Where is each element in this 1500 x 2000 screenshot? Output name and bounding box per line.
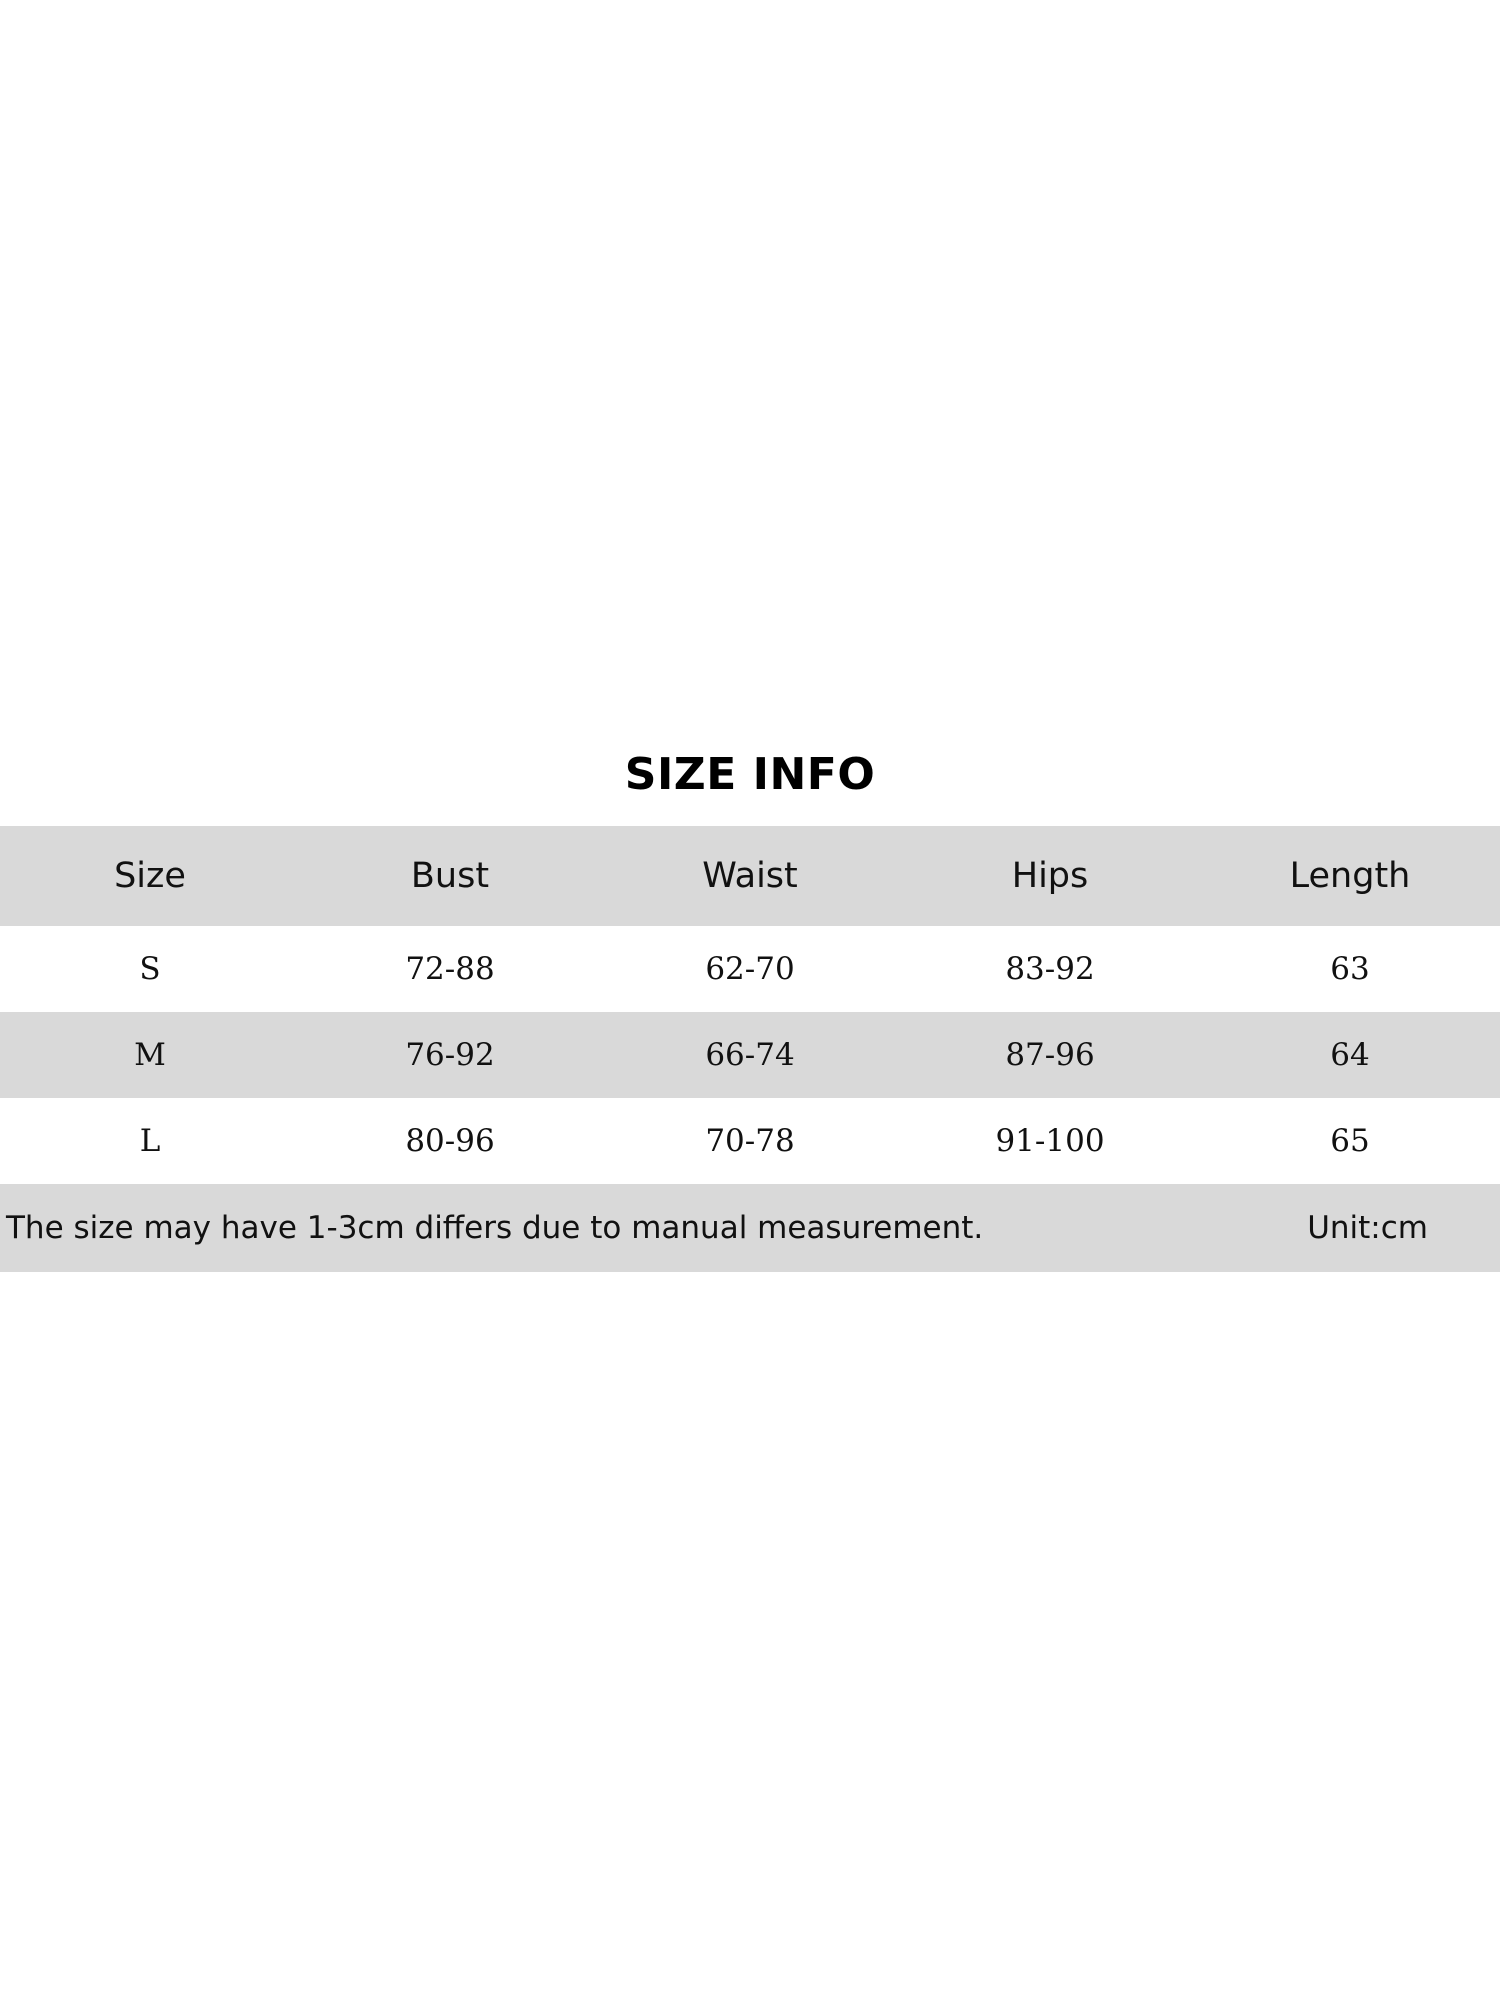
- header-size: Size: [0, 826, 300, 926]
- cell-length: 64: [1200, 1012, 1500, 1098]
- cell-length: 63: [1330, 951, 1370, 987]
- size-chart: [0, 740, 1500, 1272]
- header-waist: Waist: [600, 826, 900, 926]
- unit-label: Unit:cm: [1307, 1210, 1428, 1246]
- measurement-note: The size may have 1-3cm differs due to manual measurement.: [6, 1210, 984, 1246]
- cell-bust: 80-96: [405, 1123, 495, 1159]
- cell-bust: 76-92: [300, 1012, 600, 1098]
- header-bust: Bust: [300, 826, 600, 926]
- header-length: Length: [1200, 826, 1500, 926]
- cell-size: L: [139, 1123, 161, 1159]
- cell-waist: 66-74: [600, 1012, 900, 1098]
- cell-size: M: [0, 1012, 300, 1098]
- header-hips: Hips: [900, 826, 1200, 926]
- cell-waist: 70-78: [705, 1123, 795, 1159]
- cell-size: S: [139, 951, 161, 987]
- table-header-row: [0, 826, 1500, 926]
- cell-hips: 83-92: [1005, 951, 1095, 987]
- cell-bust: 72-88: [405, 951, 495, 987]
- size-info-title: SIZE INFO: [624, 749, 876, 800]
- cell-length: 65: [1330, 1123, 1370, 1159]
- table-row: [0, 1098, 1500, 1184]
- table-row: [0, 926, 1500, 1012]
- cell-hips: 91-100: [995, 1123, 1105, 1159]
- table-row: [0, 1012, 1500, 1098]
- measurement-note-bar: [0, 1184, 1500, 1272]
- cell-waist: 62-70: [705, 951, 795, 987]
- cell-hips: 87-96: [900, 1012, 1200, 1098]
- size-table: [0, 826, 1500, 1184]
